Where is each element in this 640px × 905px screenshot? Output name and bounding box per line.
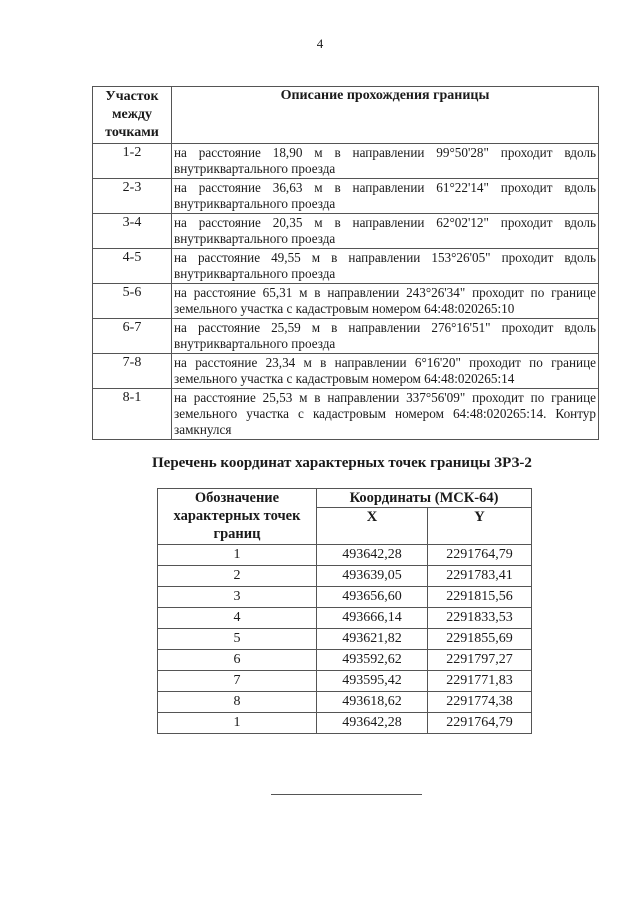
table-row (93, 144, 599, 179)
table-row (93, 284, 599, 319)
description-cell: на расстояние 36,63 м в направлении 61°22'14" проходит вдоль внутриквартального проезда (172, 179, 599, 214)
segment-cell: 1-2 (93, 144, 172, 179)
table-row (158, 629, 532, 650)
table-row (158, 608, 532, 629)
point-cell: 2 (158, 566, 317, 587)
table-row (158, 650, 532, 671)
table-row (93, 319, 599, 354)
description-cell: на расстояние 65,31 м в направлении 243°26'34" проходит по границе земельного участка с кадастровым номером 64:48:020265:10 (172, 284, 599, 319)
table-row (158, 545, 532, 566)
closing-separator-line (271, 794, 422, 795)
header-coords: Координаты (МСК-64) (317, 489, 532, 508)
x-cell: 493618,62 (317, 692, 428, 713)
point-cell: 8 (158, 692, 317, 713)
x-cell: 493621,82 (317, 629, 428, 650)
point-cell: 6 (158, 650, 317, 671)
header-description: Описание прохождения границы (172, 87, 599, 144)
table-row (158, 692, 532, 713)
x-cell: 493595,42 (317, 671, 428, 692)
table-row (93, 179, 599, 214)
y-cell: 2291833,53 (428, 608, 532, 629)
segment-cell: 6-7 (93, 319, 172, 354)
table-header-row (158, 489, 532, 508)
x-cell: 493592,62 (317, 650, 428, 671)
header-segment: Участок между точками (93, 87, 172, 144)
table-row (158, 671, 532, 692)
y-cell: 2291774,38 (428, 692, 532, 713)
segment-cell: 4-5 (93, 249, 172, 284)
boundary-description-table (92, 86, 599, 440)
y-cell: 2291797,27 (428, 650, 532, 671)
x-cell: 493642,28 (317, 545, 428, 566)
description-cell: на расстояние 25,59 м в направлении 276°16'51" проходит вдоль внутриквартального проезда (172, 319, 599, 354)
table-header-row (93, 87, 599, 144)
y-cell: 2291783,41 (428, 566, 532, 587)
y-cell: 2291771,83 (428, 671, 532, 692)
description-cell: на расстояние 49,55 м в направлении 153°26'05" проходит вдоль внутриквартального проезда (172, 249, 599, 284)
y-cell: 2291815,56 (428, 587, 532, 608)
point-cell: 5 (158, 629, 317, 650)
segment-cell: 3-4 (93, 214, 172, 249)
segment-cell: 8-1 (93, 389, 172, 440)
table-row (158, 587, 532, 608)
description-cell: на расстояние 20,35 м в направлении 62°02'12" проходит вдоль внутриквартального проезда (172, 214, 599, 249)
description-cell: на расстояние 23,34 м в направлении 6°16'20" проходит по границе земельного участка с кадастровым номером 64:48:020265:14 (172, 354, 599, 389)
point-cell: 1 (158, 545, 317, 566)
point-cell: 7 (158, 671, 317, 692)
header-y: Y (428, 508, 532, 545)
table-row (158, 566, 532, 587)
x-cell: 493666,14 (317, 608, 428, 629)
header-x: X (317, 508, 428, 545)
coordinates-table (157, 488, 532, 734)
x-cell: 493639,05 (317, 566, 428, 587)
table-row (158, 713, 532, 734)
point-cell: 1 (158, 713, 317, 734)
table-row (93, 354, 599, 389)
table-row (93, 389, 599, 440)
page-number: 4 (316, 36, 324, 51)
y-cell: 2291764,79 (428, 713, 532, 734)
point-cell: 3 (158, 587, 317, 608)
coordinates-section-title: Перечень координат характерных точек границы ЗРЗ-2 (152, 455, 532, 471)
description-cell: на расстояние 25,53 м в направлении 337°56'09" проходит по границе земельного участка с кадастровым номером 64:48:020265:14. Контур замкнулся (172, 389, 599, 440)
table-row (93, 214, 599, 249)
y-cell: 2291764,79 (428, 545, 532, 566)
table-row (93, 249, 599, 284)
x-cell: 493642,28 (317, 713, 428, 734)
y-cell: 2291855,69 (428, 629, 532, 650)
x-cell: 493656,60 (317, 587, 428, 608)
segment-cell: 7-8 (93, 354, 172, 389)
segment-cell: 5-6 (93, 284, 172, 319)
header-point: Обозначение характерных точек границ (158, 489, 317, 545)
point-cell: 4 (158, 608, 317, 629)
description-cell: на расстояние 18,90 м в направлении 99°50'28" проходит вдоль внутриквартального проезда (172, 144, 599, 179)
segment-cell: 2-3 (93, 179, 172, 214)
